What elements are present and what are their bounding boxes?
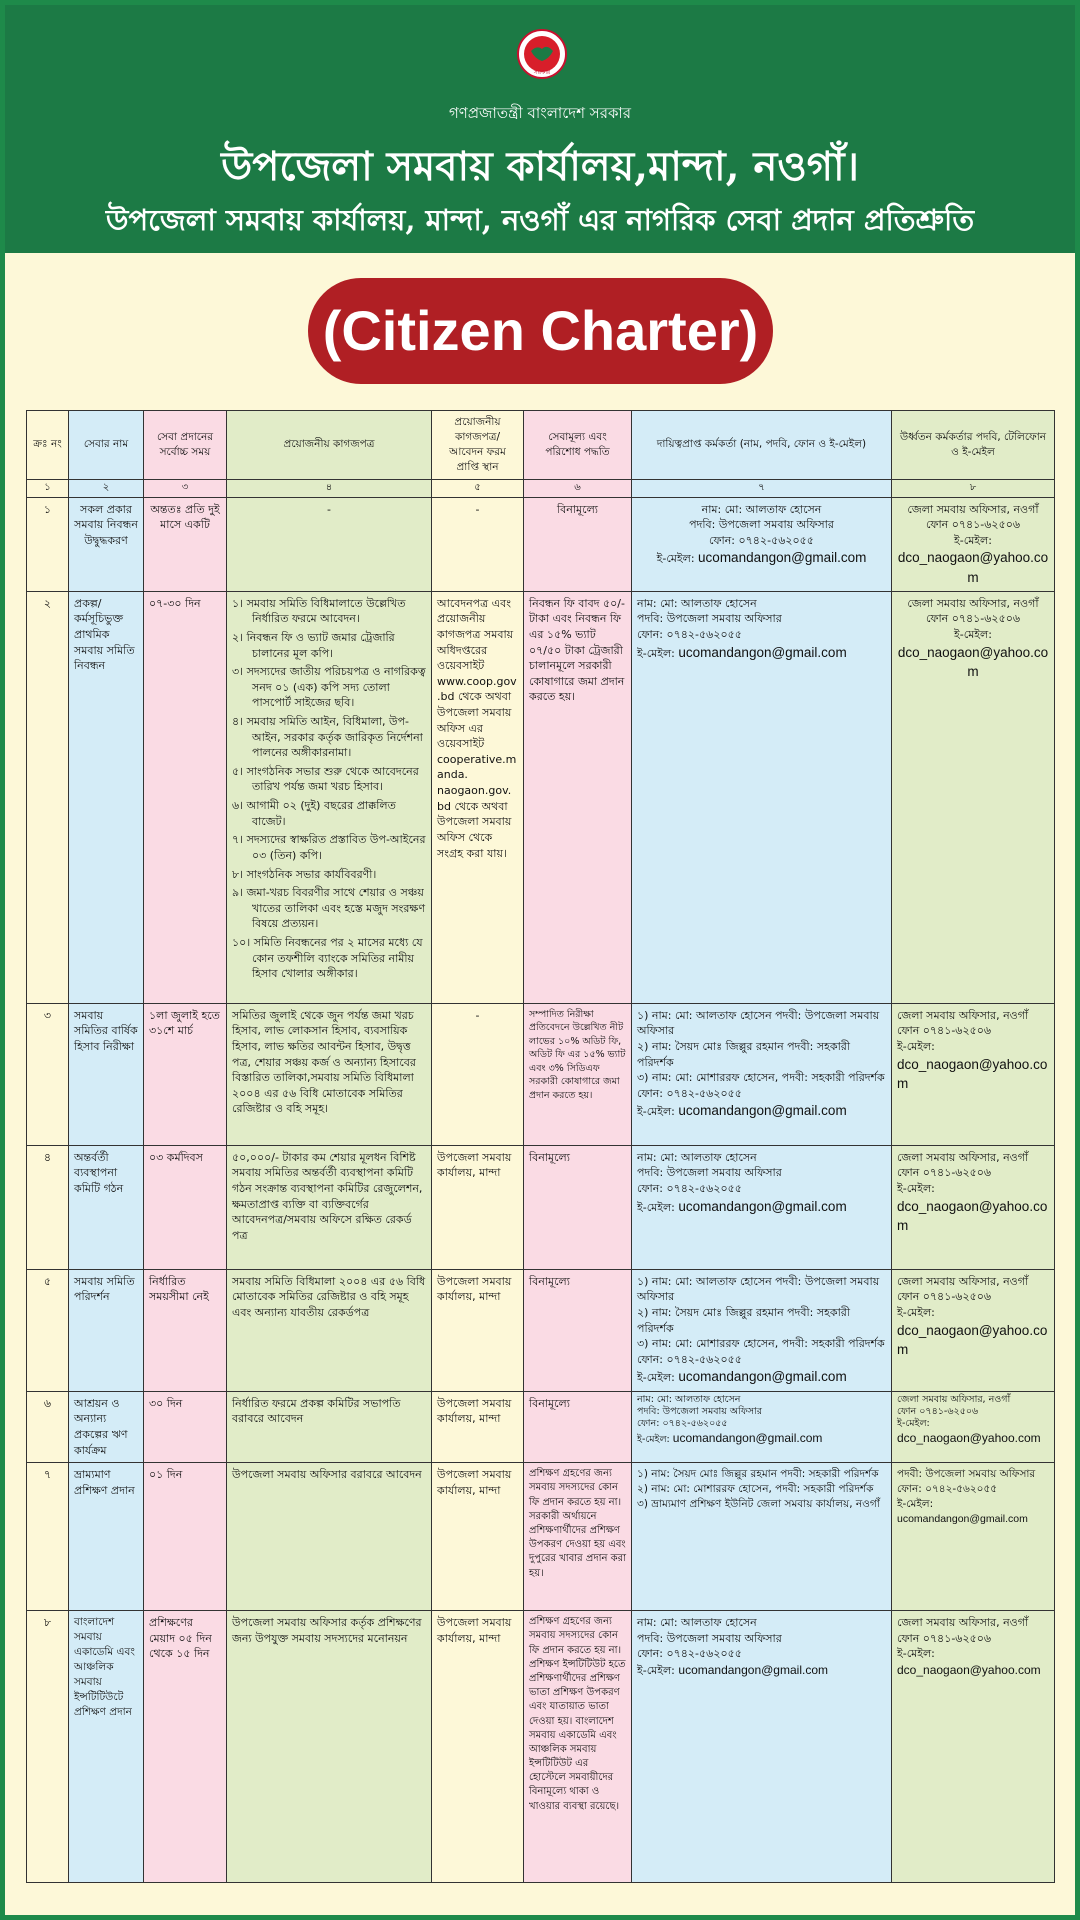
time-cell: প্রশিক্ষণের মেয়াদ ০৫ দিন থেকে ১৫ দিন bbox=[144, 1611, 227, 1883]
emblem-text: সরকার bbox=[533, 69, 551, 76]
superior-email[interactable]: dco_naogaon@yahoo.com bbox=[897, 1430, 1041, 1445]
list-item: ৪। সমবায় সমিতি আইন, বিধিমালা, উপ-আইন, সরকার কর্তৃক জারিকৃত নির্দেশনা পালনের অঙ্গীকারনামা। bbox=[232, 715, 423, 760]
officer-phone: ফোন: ০৭৪২-৫৬২০৫৫ bbox=[637, 1181, 742, 1195]
time-cell: ০৩ কর্মদিবস bbox=[144, 1145, 227, 1269]
serial-cell: ৫ bbox=[27, 1269, 69, 1391]
fee-cell: নিবন্ধন ফি বাবদ ৫০/- টাকা এবং নিবন্ধন ফি এর ১৫% ভ্যাট ০৭/৫০ টাকা ট্রেজারী চালানমূলে সরকারী কোষাগারে জমা প্রদান করতে হয়। bbox=[524, 591, 632, 1003]
source-cell: উপজেলা সমবায় কার্যালয়, মান্দা bbox=[432, 1611, 524, 1883]
superior-email[interactable]: dco_naogaon@yahoo.com bbox=[897, 550, 1049, 585]
list-item: ৭। সদস্যদের স্বাক্ষরিত প্রস্তাবিত উপ-আইনের ০৩ (তিন) কপি। bbox=[232, 833, 426, 862]
officer-email[interactable]: ucomandangon@gmail.com bbox=[678, 1103, 847, 1119]
officer-cell bbox=[632, 497, 892, 591]
source-cell: উপজেলা সমবায় কার্যালয়, মান্দা bbox=[432, 1391, 524, 1462]
officer-email-label: ই-মেইল: bbox=[637, 1664, 675, 1678]
documents-cell: উপজেলা সমবায় অফিসার বরাবরে আবেদন bbox=[227, 1463, 432, 1611]
superior-title: জেলা সমবায় অফিসার, নওগাঁ bbox=[897, 1393, 1011, 1405]
officer-email-label: ই-মেইল: bbox=[656, 552, 695, 566]
list-item: ২। নিবন্ধন ফি ও ভ্যাট জমার ট্রেজারি চালানের মূল কপি। bbox=[232, 630, 395, 660]
requirements-list bbox=[232, 596, 426, 982]
officer-3: ৩) নাম: মো: মোশাররফ হোসেন, পদবী: সহকারী পরিদর্শক bbox=[637, 1071, 885, 1085]
superior-email-label: ই-মেইল: bbox=[897, 1498, 934, 1511]
officer-cell bbox=[632, 1611, 892, 1883]
superior-phone: ফোন ০৭৪১-৬২৫০৬ bbox=[897, 1024, 992, 1038]
superior-phone: ফোন ০৭৪১-৬২৫০৬ bbox=[925, 518, 1021, 532]
officer-title: পদবি: উপজেলা সমবায় অফিসার bbox=[637, 1166, 782, 1180]
superior-title: জেলা সমবায় অফিসার, নওগাঁ bbox=[907, 596, 1039, 610]
fee-cell: বিনামূল্যে bbox=[524, 497, 632, 591]
superior-cell bbox=[892, 497, 1055, 591]
government-emblem bbox=[517, 27, 567, 95]
header-max-time: সেবা প্রদানের সর্বোচ্চ সময় bbox=[144, 411, 227, 480]
officer-email-label: ই-মেইল: bbox=[637, 1105, 675, 1119]
officer-cell bbox=[632, 1391, 892, 1462]
service-cell: সকল প্রকার সমবায় নিবন্ধন উদ্বুদ্ধকরণ bbox=[69, 497, 144, 591]
header-banner bbox=[5, 5, 1075, 253]
superior-cell bbox=[892, 1463, 1055, 1611]
serial-cell: ২ bbox=[27, 591, 69, 1003]
header-officer: দায়িত্বপ্রাপ্ত কর্মকর্তা (নাম, পদবি, ফোন ও ই-মেইল) bbox=[632, 411, 892, 480]
documents-cell: ৫০,০০০/- টাকার কম শেয়ার মূলধন বিশিষ্ট সমবায় সমিতির অন্তর্বর্তী ব্যবস্থাপনা কমিটি গঠন সংক্রান্ত ব্যবস্থাপনা কমিটির রেজুলেশন, ক্ষমতাপ্রাপ্ত ব্যক্তি বা ব্যক্তিবর্গের আবেদনপত্র/সমবায় অফিসে রক্ষিত রেকর্ড পত্র bbox=[227, 1145, 432, 1269]
superior-cell bbox=[892, 1003, 1055, 1145]
time-cell: ৩০ দিন bbox=[144, 1391, 227, 1462]
superior-email-label: ই-মেইল: bbox=[897, 1418, 930, 1430]
officer-title: পদবি: উপজেলা সমবায় অফিসার bbox=[637, 1406, 763, 1418]
officer-title: পদবি: উপজেলা সমবায় অফিসার bbox=[637, 612, 782, 626]
superior-phone: ফোন ০৭৪১-৬২৫০৬ bbox=[897, 1166, 992, 1180]
superior-email[interactable]: dco_naogaon@yahoo.com bbox=[897, 1198, 1048, 1233]
service-cell: সমবায় সমিতি পরিদর্শন bbox=[69, 1269, 144, 1391]
officer-name: নাম: মো: আলতাফ হোসেন bbox=[701, 502, 822, 516]
service-cell: বাংলাদেশ সমবায় একাডেমি এবং আঞ্চলিক সমবায় ইন্সটিটিউটে প্রশিক্ষণ প্রদান bbox=[69, 1611, 144, 1883]
fee-cell: প্রশিক্ষণ গ্রহণের জন্য সমবায় সদস্যদের কোন ফি প্রদান করতে হয় না। প্রশিক্ষণ ইন্সটিটিউট হতে প্রশিক্ষণার্থীদের প্রশিক্ষণ ভাতা প্রশিক্ষণ উপকরণ এবং যাতায়াত ভাতা দেওয়া হয়। বাংলাদেশ সমবায় একাডেমি এবং আঞ্চলিক সমবায় ইন্সটিটিউট এর হোস্টেলে সমবায়ীদের বিনামূল্যে থাকা ও খাওয়ার ব্যবস্থা রয়েছে। bbox=[524, 1611, 632, 1883]
column-number: ৭ bbox=[632, 479, 892, 497]
service-cell: অন্তর্বর্তী ব্যবস্থাপনা কমিটি গঠন bbox=[69, 1145, 144, 1269]
superior-phone: ফোন ০৭৪১-৬২৫০৬ bbox=[897, 1290, 992, 1304]
documents-cell bbox=[227, 591, 432, 1003]
officer-cell bbox=[632, 591, 892, 1003]
superior-cell bbox=[892, 1391, 1055, 1462]
fee-cell: বিনামূল্যে bbox=[524, 1269, 632, 1391]
service-cell: আশ্রয়ন ও অন্যান্য প্রকল্পের ঋণ কার্যক্রম bbox=[69, 1391, 144, 1462]
government-name: গণপ্রজাতন্ত্রী বাংলাদেশ সরকার bbox=[448, 104, 632, 122]
list-item: ৯। জমা-খরচ বিবরণীর সাথে শেয়ার ও সঞ্চয় খাতের তালিকা এবং হস্তে মজুদ সংরক্ষণ বিষয়ে প্রত্যয়ন। bbox=[232, 886, 425, 931]
officer-phone: ফোন: ০৭৪২-৫৬২০৫৫ bbox=[637, 627, 742, 641]
officer-email[interactable]: ucomandangon@gmail.com bbox=[672, 1430, 823, 1445]
office-subtitle: উপজেলা সমবায় কার্যালয়, মান্দা, নওগাঁ এর নাগরিক সেবা প্রদান প্রতিশ্রুতি bbox=[105, 203, 975, 237]
superior-email-label: ই-মেইল: bbox=[954, 533, 992, 547]
citizen-charter-badge: (Citizen Charter) bbox=[308, 278, 773, 384]
superior-email-label: ই-মেইল: bbox=[897, 1039, 935, 1053]
table-row bbox=[27, 1391, 1055, 1462]
officer-phone: ফোন: ০৭৪২-৫৬২০৫৫ bbox=[637, 1647, 742, 1661]
superior-cell bbox=[892, 1269, 1055, 1391]
superior-phone: ফোন ০৭৪১-৬২৫০৬ bbox=[897, 1631, 992, 1645]
superior-email[interactable]: dco_naogaon@yahoo.com bbox=[897, 1663, 1041, 1678]
officer-name: নাম: মো: আলতাফ হোসেন bbox=[637, 596, 757, 610]
source-cell: আবেদনপত্র এবং প্রয়োজনীয় কাগজপত্র সমবায় অধিদপ্তরের ওয়েবসাইট www.coop.gov.bd থেকে অথবা উপজেলা সমবায় অফিস এর ওয়েবসাইট cooperative.manda. naogaon.gov.bd থেকে অথবা উপজেলা সমবায় অফিস থেকে সংগ্রহ করা যায়। bbox=[432, 591, 524, 1003]
superior-email[interactable]: dco_naogaon@yahoo.com bbox=[897, 644, 1049, 679]
column-number: ৩ bbox=[144, 479, 227, 497]
superior-email-label: ই-মেইল: bbox=[897, 1181, 935, 1195]
officer-name: নাম: মো: আলতাফ হোসেন bbox=[637, 1393, 741, 1405]
table-row bbox=[27, 497, 1055, 591]
superior-email[interactable]: dco_naogaon@yahoo.com bbox=[897, 1056, 1048, 1091]
serial-cell: ৬ bbox=[27, 1391, 69, 1462]
table-row bbox=[27, 1269, 1055, 1391]
officer-cell bbox=[632, 1463, 892, 1611]
documents-cell: উপজেলা সমবায় অফিসার কর্তৃক প্রশিক্ষণের জন্য উপযুক্ত সমবায় সদস্যদের মনোনয়ন bbox=[227, 1611, 432, 1883]
list-item: ১। সমবায় সমিতি বিধিমালাতে উল্লেখিত নির্ধারিত ফরমে আবেদন। bbox=[232, 596, 406, 626]
officer-cell bbox=[632, 1145, 892, 1269]
superior-phone: ফোন ০৭৪১-৬২৫০৬ bbox=[897, 1406, 979, 1418]
list-item: ৮। সাংগঠনিক সভার কার্যবিবরণী। bbox=[232, 867, 377, 881]
superior-cell bbox=[892, 1611, 1055, 1883]
office-title: উপজেলা সমবায় কার্যালয়,মান্দা, নওগাঁ। bbox=[221, 143, 859, 190]
officer-phone: ফোন: ০৭৪২-৫৬২০৫৫ bbox=[637, 1352, 742, 1366]
fee-cell: বিনামূল্যে bbox=[524, 1391, 632, 1462]
header-source: প্রয়োজনীয় কাগজপত্র/ আবেদন ফরম প্রাপ্তি স্থান bbox=[432, 411, 524, 480]
officer-1: ১) নাম: মো: আলতাফ হোসেন পদবী: উপজেলা সমবায় অফিসার bbox=[637, 1008, 880, 1038]
superior-cell bbox=[892, 591, 1055, 1003]
officer-2: ২) নাম: সৈয়দ মোঃ জিল্লুর রহমান পদবী: সহকারী পরিদর্শক bbox=[637, 1039, 850, 1069]
superior-email-label: ই-মেইল: bbox=[954, 627, 992, 641]
source-cell: উপজেলা সমবায় কার্যালয়, মান্দা bbox=[432, 1269, 524, 1391]
time-cell: অন্ততঃ প্রতি দুই মাসে একটি bbox=[144, 497, 227, 591]
table-row bbox=[27, 591, 1055, 1003]
officer-cell bbox=[632, 1269, 892, 1391]
header-serial: ক্রঃ নং bbox=[27, 411, 69, 480]
table-row bbox=[27, 1463, 1055, 1611]
time-cell: ০১ দিন bbox=[144, 1463, 227, 1611]
time-cell: ০৭-৩০ দিন bbox=[144, 591, 227, 1003]
list-item: ১০। সমিতি নিবন্ধনের পর ২ মাসের মধ্যে যে কোন তফশীলি ব্যাংকে সমিতির নামীয় হিসাব খোলার অঙ্গীকার। bbox=[232, 935, 423, 981]
serial-cell: ৪ bbox=[27, 1145, 69, 1269]
column-number: ৬ bbox=[524, 479, 632, 497]
source-cell: উপজেলা সমবায় কার্যালয়, মান্দা bbox=[432, 1145, 524, 1269]
documents-cell: নির্ধারিত ফরমে প্রকল্প কমিটির সভাপতি বরাবরে আবেদন bbox=[227, 1391, 432, 1462]
superior-title: জেলা সমবায় অফিসার, নওগাঁ bbox=[897, 1150, 1029, 1164]
officer-email-label: ই-মেইল: bbox=[637, 1371, 675, 1385]
officer-cell bbox=[632, 1003, 892, 1145]
officer-email-label: ই-মেইল: bbox=[637, 1433, 670, 1445]
fee-cell: সম্পাদিত নিরীক্ষা প্রতিবেদনে উল্লেখিত নীট লাভের ১০% অডিট ফি, অডিট ফি এর ১৫% ভ্যাট এবং ৩% সিডিএফ সরকারী কোষাগারে জমা প্রদান করতে হয়। bbox=[524, 1003, 632, 1145]
list-item: ৫। সাংগঠনিক সভার শুরু থেকে আবেদনের তারিখ পর্যন্ত জমা খরচ হিসাব। bbox=[232, 764, 419, 794]
officer-phone: ফোন: ০৭৪২-৫৬২০৫৫ bbox=[637, 1418, 728, 1430]
officer-email[interactable]: ucomandangon@gmail.com bbox=[698, 550, 867, 566]
column-number: ১ bbox=[27, 479, 69, 497]
serial-cell: ৮ bbox=[27, 1611, 69, 1883]
officer-email[interactable]: ucomandangon@gmail.com bbox=[678, 1663, 828, 1678]
officer-email-label: ই-মেইল: bbox=[637, 646, 675, 660]
column-number: ৪ bbox=[227, 479, 432, 497]
superior-email[interactable]: dco_naogaon@yahoo.com bbox=[897, 1322, 1048, 1357]
header-documents: প্রয়োজনীয় কাগজপত্র bbox=[227, 411, 432, 480]
list-item: ৬। আগামী ০২ (দুই) বছরের প্রাক্কলিত বাজেট। bbox=[232, 799, 396, 828]
time-cell: ১লা জুলাই হতে ৩১শে মার্চ bbox=[144, 1003, 227, 1145]
superior-title: জেলা সমবায় অফিসার, নওগাঁ bbox=[897, 1616, 1029, 1630]
officer-title: পদবি: উপজেলা সমবায় অফিসার bbox=[637, 1631, 782, 1645]
list-item: ৩। সদস্যদের জাতীয় পরিচয়পত্র ও নাগরিকত্ব সনদ ০১ (এক) কপি সদ্য তোলা পাসপোর্ট সাইজের ছবি। bbox=[232, 665, 426, 710]
superior-phone: ফোন: ০৭৪২-৫৬২০৫৫ bbox=[897, 1483, 998, 1496]
superior-title: পদবী: উপজেলা সমবায় অফিসার bbox=[897, 1468, 1036, 1481]
service-cell: প্রকল্প/কর্মসূচিভুক্ত প্রাথমিক সমবায় সমিতি নিবন্ধন bbox=[69, 591, 144, 1003]
officer-phone: ফোন: ০৭৪২-৫৬২০৫৫ bbox=[709, 533, 814, 547]
officer-email[interactable]: ucomandangon@gmail.com bbox=[678, 1198, 847, 1214]
service-cell: সমবায় সমিতির বার্ষিক হিসাব নিরীক্ষা bbox=[69, 1003, 144, 1145]
table-row bbox=[27, 1003, 1055, 1145]
superior-title: জেলা সমবায় অফিসার, নওগাঁ bbox=[907, 502, 1039, 516]
column-number: ৮ bbox=[892, 479, 1055, 497]
header-fee: সেবামূল্য এবং পরিশোধ পদ্ধতি bbox=[524, 411, 632, 480]
officer-name: নাম: মো: আলতাফ হোসেন bbox=[637, 1616, 757, 1630]
officer-3: ৩) ভ্রাম্যমাণ প্রশিক্ষণ ইউনিট জেলা সমবায় কার্যালয়, নওগাঁ bbox=[637, 1498, 880, 1511]
officer-3: ৩) নাম: মো: মোশাররফ হোসেন, পদবী: সহকারী পরিদর্শক bbox=[637, 1337, 885, 1351]
table-header-row bbox=[27, 411, 1055, 480]
superior-phone: ফোন ০৭৪১-৬২৫০৬ bbox=[925, 612, 1021, 626]
documents-cell: সমবায় সমিতি বিধিমালা ২০০৪ এর ৫৬ বিধি মোতাবেক সমিতির রেজিষ্টার ও বহি সমূহ এবং অন্যান্য যাবতীয় রেকর্ডপত্র bbox=[227, 1269, 432, 1391]
officer-email[interactable]: ucomandangon@gmail.com bbox=[678, 1369, 847, 1385]
documents-cell: - bbox=[227, 497, 432, 591]
table-row bbox=[27, 1611, 1055, 1883]
serial-cell: ৭ bbox=[27, 1463, 69, 1611]
fee-cell: প্রশিক্ষণ গ্রহণের জন্য সমবায় সদস্যদের কোন ফি প্রদান করতে হয় না। সরকারী অর্থায়নে প্রশিক্ষণার্থীদের প্রশিক্ষণ উপকরণ দেওয়া হয় এবং দুপুরের খাবার প্রদান করা হয়। bbox=[524, 1463, 632, 1611]
officer-email[interactable]: ucomandangon@gmail.com bbox=[678, 644, 847, 660]
column-number: ২ bbox=[69, 479, 144, 497]
superior-title: জেলা সমবায় অফিসার, নওগাঁ bbox=[897, 1274, 1029, 1288]
source-cell: - bbox=[432, 497, 524, 591]
documents-cell: সমিতির জুলাই থেকে জুন পর্যন্ত জমা খরচ হিসাব, লাভ লোকসান হিসাব, ব্যবসায়িক হিসাব, লাভ ক্ষতির আবন্টন হিসাব, উদ্বৃত্ত পত্র, শেয়ার সঞ্চয় কর্জ ও অন্যান্য হিসাবের বিস্তারিত তালিকা,সমবায় সমিতি বিধিমালা ২০০৪ এর ৫৬ বিধি মোতাবেক সমিতির রেজিষ্টার ও বহি সমূহ। bbox=[227, 1003, 432, 1145]
officer-email-label: ই-মেইল: bbox=[637, 1200, 675, 1214]
serial-cell: ৩ bbox=[27, 1003, 69, 1145]
officer-name: নাম: মো: আলতাফ হোসেন bbox=[637, 1150, 757, 1164]
officer-1: ১) নাম: মো: আলতাফ হোসেন পদবী: উপজেলা সমবায় অফিসার bbox=[637, 1274, 880, 1304]
header-superior: উর্ধ্বতন কর্মকর্তার পদবি, টেলিফোন ও ই-মেইল bbox=[892, 411, 1055, 480]
officer-2: ২) নাম: সৈয়দ মোঃ জিল্লুর রহমান পদবী: সহকারী পরিদর্শক bbox=[637, 1305, 850, 1335]
source-cell: উপজেলা সমবায় কার্যালয়, মান্দা bbox=[432, 1463, 524, 1611]
column-number: ৫ bbox=[432, 479, 524, 497]
time-cell: নির্ধারিত সময়সীমা নেই bbox=[144, 1269, 227, 1391]
officer-title: পদবি: উপজেলা সমবায় অফিসার bbox=[689, 518, 834, 532]
officer-1: ১) নাম: সৈয়দ মোঃ জিল্লুর রহমান পদবী: সহকারী পরিদর্শক bbox=[637, 1468, 879, 1481]
fee-cell: বিনামূল্যে bbox=[524, 1145, 632, 1269]
superior-email-label: ই-মেইল: bbox=[897, 1647, 935, 1661]
citizen-charter-table bbox=[26, 410, 1055, 1883]
source-cell: - bbox=[432, 1003, 524, 1145]
officer-2: ২) নাম: মো: মোশাররফ হোসেন, পদবী: সহকারী পরিদর্শক bbox=[637, 1483, 874, 1496]
superior-email[interactable]: ucomandangon@gmail.com bbox=[897, 1512, 1028, 1525]
superior-email-label: ই-মেইল: bbox=[897, 1305, 935, 1319]
officer-phone: ফোন: ০৭৪২-৫৬২০৫৫ bbox=[637, 1086, 742, 1100]
service-cell: ভ্রাম্যমাণ প্রশিক্ষণ প্রদান bbox=[69, 1463, 144, 1611]
superior-title: জেলা সমবায় অফিসার, নওগাঁ bbox=[897, 1008, 1029, 1022]
superior-cell bbox=[892, 1145, 1055, 1269]
column-number-row bbox=[27, 479, 1055, 497]
table-row bbox=[27, 1145, 1055, 1269]
serial-cell: ১ bbox=[27, 497, 69, 591]
header-service-name: সেবার নাম bbox=[69, 411, 144, 480]
